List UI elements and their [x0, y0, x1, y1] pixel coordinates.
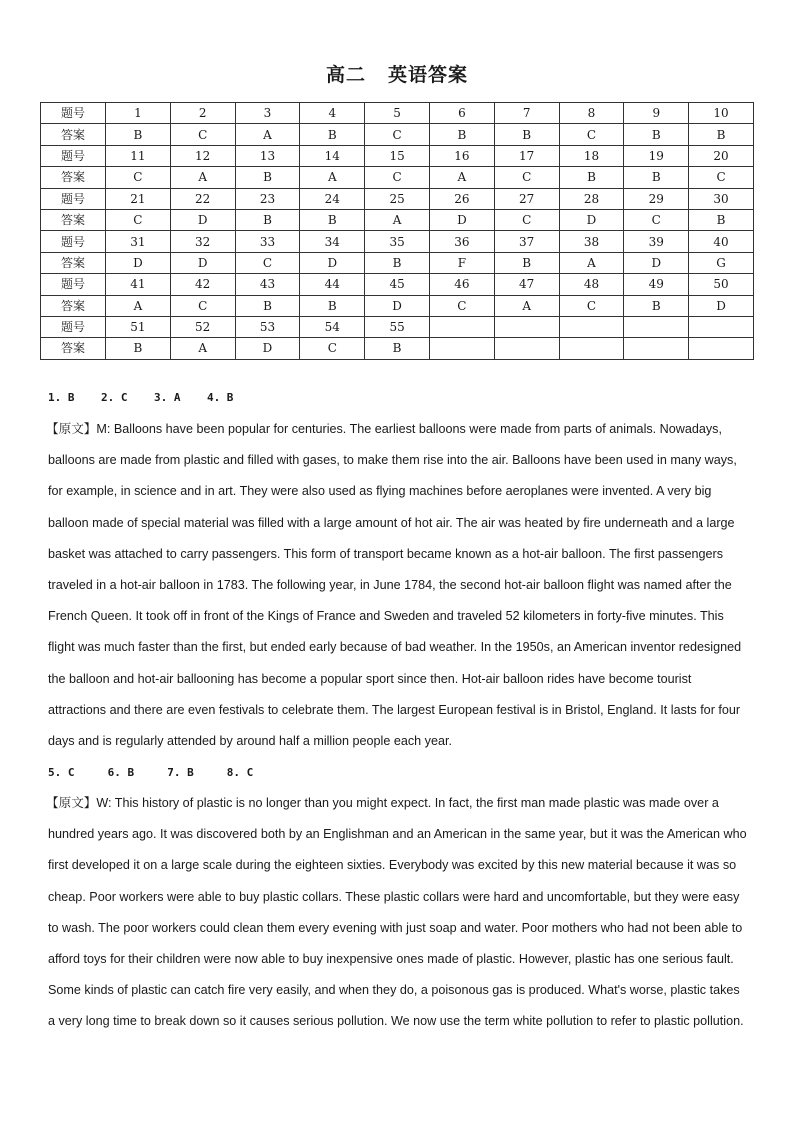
- table-cell: 43: [235, 274, 300, 295]
- title-subject: 英语答案: [388, 64, 469, 86]
- table-cell: 33: [235, 231, 300, 252]
- section2-label: 【原文】: [46, 796, 97, 810]
- row-label-cell: 答案: [41, 124, 106, 145]
- table-cell: 22: [170, 188, 235, 209]
- table-cell: 17: [494, 145, 559, 166]
- row-label-cell: 题号: [41, 145, 106, 166]
- table-cell: 21: [106, 188, 171, 209]
- table-cell: 16: [429, 145, 494, 166]
- table-cell: 40: [689, 231, 754, 252]
- table-cell: B: [624, 295, 689, 316]
- table-cell: 2: [170, 103, 235, 124]
- table-cell: 11: [106, 145, 171, 166]
- table-cell: 38: [559, 231, 624, 252]
- answer-row: [41, 167, 754, 188]
- table-cell: 55: [365, 316, 430, 337]
- table-cell: 51: [106, 316, 171, 337]
- table-cell: B: [106, 124, 171, 145]
- table-cell: C: [429, 295, 494, 316]
- row-label-cell: 题号: [41, 188, 106, 209]
- table-cell: 31: [106, 231, 171, 252]
- table-cell: A: [170, 338, 235, 359]
- section1-passage: [48, 414, 748, 757]
- table-cell: 13: [235, 145, 300, 166]
- table-cell: C: [624, 209, 689, 230]
- table-cell: 48: [559, 274, 624, 295]
- question-number-row: [41, 188, 754, 209]
- table-cell: [624, 316, 689, 337]
- table-cell: B: [624, 124, 689, 145]
- table-cell: 45: [365, 274, 430, 295]
- section1-answers: 1. B 2. C 3. A 4. B: [48, 391, 234, 404]
- answer-row: [41, 124, 754, 145]
- answer-table: [40, 102, 754, 360]
- table-cell: G: [689, 252, 754, 273]
- table-cell: 32: [170, 231, 235, 252]
- table-cell: 6: [429, 103, 494, 124]
- row-label-cell: 题号: [41, 231, 106, 252]
- table-cell: [429, 338, 494, 359]
- section1-label: 【原文】: [46, 422, 97, 436]
- table-cell: B: [365, 252, 430, 273]
- table-cell: 14: [300, 145, 365, 166]
- table-cell: A: [365, 209, 430, 230]
- table-cell: 37: [494, 231, 559, 252]
- table-cell: 42: [170, 274, 235, 295]
- table-cell: C: [494, 209, 559, 230]
- table-cell: B: [235, 209, 300, 230]
- table-cell: [559, 338, 624, 359]
- table-cell: B: [559, 167, 624, 188]
- table-cell: 23: [235, 188, 300, 209]
- table-cell: 12: [170, 145, 235, 166]
- table-cell: D: [365, 295, 430, 316]
- row-label-cell: 答案: [41, 167, 106, 188]
- table-cell: B: [689, 209, 754, 230]
- table-cell: A: [235, 124, 300, 145]
- row-label-cell: 题号: [41, 316, 106, 337]
- table-cell: C: [170, 124, 235, 145]
- page-title: [0, 60, 794, 87]
- table-cell: D: [235, 338, 300, 359]
- table-cell: A: [494, 295, 559, 316]
- table-cell: D: [429, 209, 494, 230]
- table-cell: B: [106, 338, 171, 359]
- title-grade: 高二: [325, 64, 366, 86]
- table-cell: B: [235, 167, 300, 188]
- table-cell: B: [300, 124, 365, 145]
- table-cell: B: [494, 252, 559, 273]
- table-cell: A: [170, 167, 235, 188]
- table-cell: [559, 316, 624, 337]
- row-label-cell: 题号: [41, 274, 106, 295]
- table-cell: B: [300, 295, 365, 316]
- table-cell: 36: [429, 231, 494, 252]
- table-cell: [624, 338, 689, 359]
- table-cell: 4: [300, 103, 365, 124]
- table-cell: B: [429, 124, 494, 145]
- table-cell: D: [106, 252, 171, 273]
- table-cell: 30: [689, 188, 754, 209]
- table-cell: D: [689, 295, 754, 316]
- table-cell: C: [689, 167, 754, 188]
- table-cell: D: [300, 252, 365, 273]
- row-label-cell: 答案: [41, 295, 106, 316]
- table-cell: B: [494, 124, 559, 145]
- table-cell: 53: [235, 316, 300, 337]
- table-cell: 25: [365, 188, 430, 209]
- table-cell: B: [365, 338, 430, 359]
- question-number-row: [41, 145, 754, 166]
- table-cell: [689, 338, 754, 359]
- table-cell: A: [106, 295, 171, 316]
- table-cell: 39: [624, 231, 689, 252]
- table-cell: 47: [494, 274, 559, 295]
- table-cell: D: [559, 209, 624, 230]
- table-cell: A: [429, 167, 494, 188]
- section2-passage: [48, 788, 748, 1038]
- row-label-cell: 题号: [41, 103, 106, 124]
- table-cell: D: [170, 252, 235, 273]
- table-cell: [689, 316, 754, 337]
- table-cell: 15: [365, 145, 430, 166]
- table-cell: C: [559, 295, 624, 316]
- table-cell: F: [429, 252, 494, 273]
- table-cell: C: [300, 338, 365, 359]
- table-cell: 27: [494, 188, 559, 209]
- section1-text: M: Balloons have been popular for centuries. The earliest balloons were made from parts of animals. Nowadays, balloons are made from plastic and filled with gases, to make them rise into the air. Balloons have been used in many ways, for example, in science and in art. They were also used as flying machines before aeroplanes were invented. A very big balloon made of special material was filled with a large amount of hot air. The air was heated by fire underneath and a large basket was attached to carry passengers. This form of transport became known as a hot-air balloon. The first passengers traveled in a hot-air balloon in 1783. The following year, in June 1784, the second hot-air balloon flight was named after the French Queen. It took off in front of the Kings of France and Sweden and traveled 52 kilometers in forty-five minutes. This flight was much faster than the first, but ended early because of bad weather. In the 1950s, an American inventor redesigned the balloon and hot-air ballooning has become a popular sport since then. Hot-air balloon rides have become tourist attractions and there are even festivals to celebrate them. The largest European festival is in Bristol, England. It lasts for four days and is regularly attended by around half a million people each year.: [48, 422, 742, 749]
- table-cell: 26: [429, 188, 494, 209]
- table-cell: 29: [624, 188, 689, 209]
- table-cell: C: [170, 295, 235, 316]
- table-cell: B: [689, 124, 754, 145]
- answer-row: [41, 209, 754, 230]
- table-cell: B: [300, 209, 365, 230]
- table-cell: 49: [624, 274, 689, 295]
- table-cell: B: [235, 295, 300, 316]
- table-cell: 52: [170, 316, 235, 337]
- table-cell: 46: [429, 274, 494, 295]
- table-cell: C: [494, 167, 559, 188]
- table-cell: 1: [106, 103, 171, 124]
- table-cell: B: [624, 167, 689, 188]
- table-cell: 50: [689, 274, 754, 295]
- table-cell: [494, 316, 559, 337]
- row-label-cell: 答案: [41, 338, 106, 359]
- table-cell: A: [300, 167, 365, 188]
- table-cell: 18: [559, 145, 624, 166]
- row-label-cell: 答案: [41, 209, 106, 230]
- table-cell: 34: [300, 231, 365, 252]
- table-cell: [429, 316, 494, 337]
- answer-row: [41, 295, 754, 316]
- table-cell: 44: [300, 274, 365, 295]
- section2-answers: 5. C 6. B 7. B 8. C: [48, 766, 254, 779]
- question-number-row: [41, 274, 754, 295]
- table-cell: 24: [300, 188, 365, 209]
- table-cell: A: [559, 252, 624, 273]
- table-cell: 28: [559, 188, 624, 209]
- table-cell: 20: [689, 145, 754, 166]
- table-cell: C: [106, 209, 171, 230]
- table-cell: 9: [624, 103, 689, 124]
- table-cell: 54: [300, 316, 365, 337]
- table-cell: C: [106, 167, 171, 188]
- table-cell: 5: [365, 103, 430, 124]
- table-cell: C: [365, 167, 430, 188]
- question-number-row: [41, 316, 754, 337]
- question-number-row: [41, 231, 754, 252]
- table-cell: D: [170, 209, 235, 230]
- table-cell: 10: [689, 103, 754, 124]
- table-cell: C: [235, 252, 300, 273]
- table-cell: D: [624, 252, 689, 273]
- answer-row: [41, 252, 754, 273]
- question-number-row: [41, 103, 754, 124]
- table-cell: 7: [494, 103, 559, 124]
- table-cell: 41: [106, 274, 171, 295]
- section2-text: W: This history of plastic is no longer than you might expect. In fact, the first man made plastic was made over a hundred years ago. It was discovered both by an Englishman and an American in the same year, but it was the American who first developed it on a large scale during the eighteen sixties. Everybody was excited by this new material because it was so cheap. Poor workers were able to buy plastic collars. These plastic collars were hard and uncomfortable, but they were easy to wash. The poor workers could clean them every evening with just soap and water. Poor mothers who had not been able to afford toys for their children were now able to buy inexpensive ones made of plastic. However, plastic has one serious fault. Some kinds of plastic can catch fire very easily, and when they do, a poisonous gas is produced. What's worse, plastic takes a very long time to break down so it causes serious pollution. We now use the term white pollution to refer to plastic pollution.: [48, 796, 747, 1029]
- table-cell: C: [559, 124, 624, 145]
- answer-row: [41, 338, 754, 359]
- table-cell: 3: [235, 103, 300, 124]
- table-cell: C: [365, 124, 430, 145]
- table-cell: [494, 338, 559, 359]
- row-label-cell: 答案: [41, 252, 106, 273]
- table-cell: 8: [559, 103, 624, 124]
- table-cell: 35: [365, 231, 430, 252]
- table-cell: 19: [624, 145, 689, 166]
